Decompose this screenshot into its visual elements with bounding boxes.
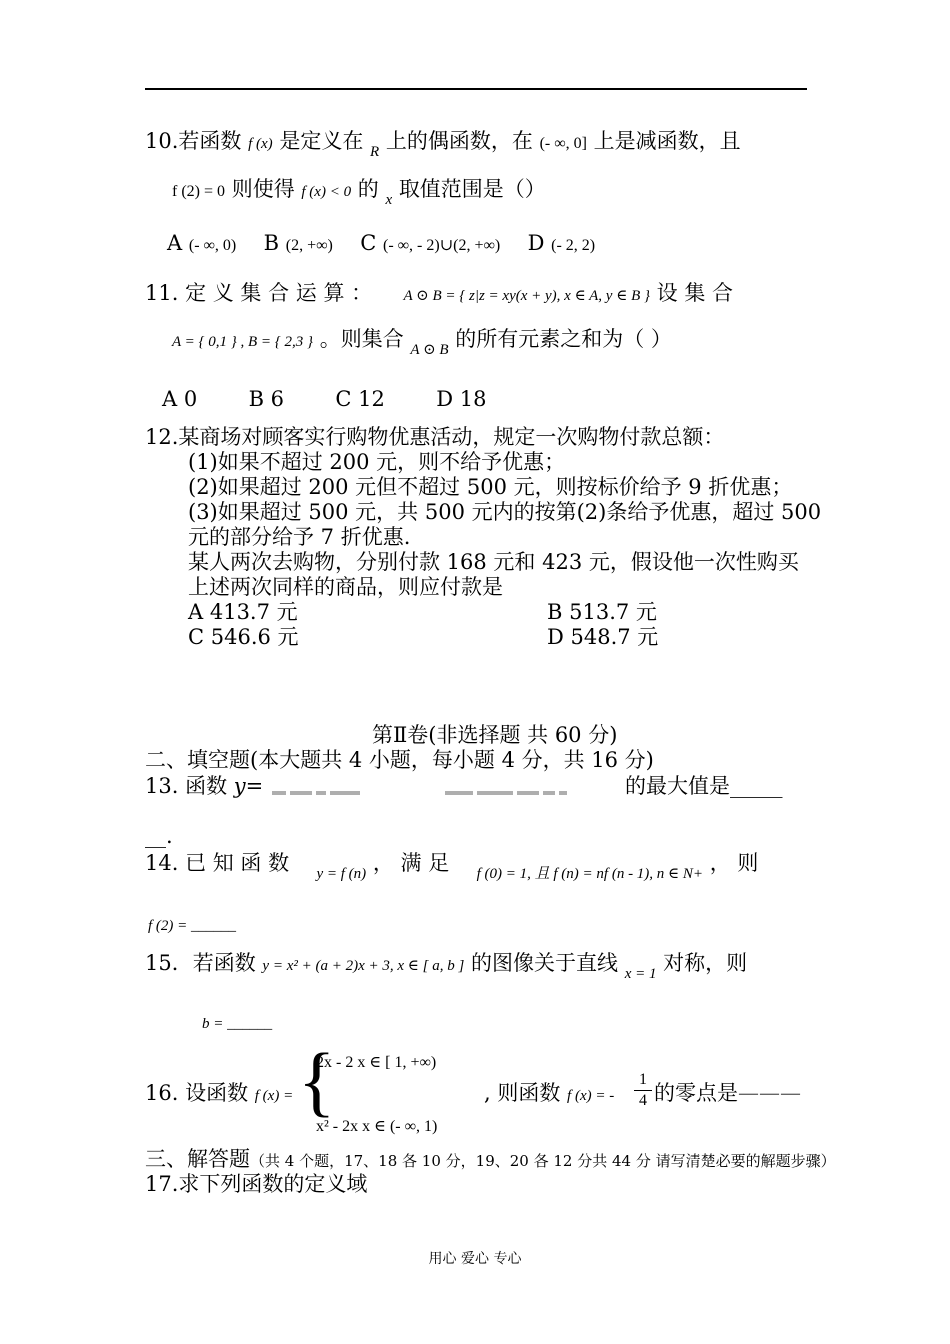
q10-line2-suffix: 取值范围是（） — [398, 177, 546, 201]
q10-line2-mid: 则使得 — [231, 177, 295, 201]
q12-rule-3: (3)如果超过 500 元，共 500 元内的按第(2)条给予优惠，超过 500 — [188, 500, 822, 524]
q10-mid2: 上的偶函数，在 — [385, 129, 533, 153]
q13-formula-image-left — [270, 777, 390, 799]
q10-option-c: C (- ∞, - 2)∪(2, +∞) — [360, 231, 501, 255]
q12-option-c: C 546.6 元 — [188, 625, 299, 649]
q17-title: 17.求下列函数的定义域 — [145, 1172, 368, 1196]
q15-prefix: 15．若函数 — [145, 951, 256, 975]
q10-interval: (- ∞, 0] — [539, 135, 587, 152]
part2-section-heading: 二、填空题(本大题共 4 小题，每小题 4 分，共 16 分) — [145, 748, 654, 772]
q10-R: R — [370, 144, 380, 160]
q10-line2 — [172, 176, 546, 208]
q16-fx: f (x) = — [254, 1088, 294, 1104]
q15-suffix: 对称，则 — [663, 951, 748, 975]
q11-line1 — [145, 280, 733, 309]
q11-line2-mid: 。则集合 — [319, 327, 404, 351]
q16-line-end — [654, 1080, 801, 1106]
header-rule — [145, 88, 807, 90]
part2-title: 第Ⅱ卷(非选择题 共 60 分) — [372, 723, 618, 747]
q16-piece-2: x² - 2x x ∈ (- ∞, 1) — [316, 1118, 438, 1135]
q11-option-b: B 6 — [248, 387, 285, 411]
q11-option-c: C 12 — [335, 387, 385, 411]
q11-sets: A = { 0,1 } , B = { 2,3 } — [172, 334, 314, 350]
q13-tail: __. — [145, 824, 173, 848]
q14-ask-text: f (2) = ______ — [148, 918, 237, 934]
q10-prefix: 10.若函数 — [145, 129, 242, 153]
q16-brace: { — [298, 1037, 336, 1124]
q14-fn: y = f (n) — [316, 866, 367, 882]
q16-frac-den: 4 — [634, 1090, 652, 1111]
q10-f2: f (2) = 0 — [172, 183, 226, 200]
q16-line — [145, 1080, 293, 1109]
q10-option-d: D (- 2, 2) — [527, 231, 596, 255]
q15-ask — [202, 1008, 272, 1037]
q12-option-b: B 513.7 元 — [547, 600, 657, 624]
q15-line-eq: x = 1 — [624, 966, 657, 982]
q11-option-d: D 18 — [436, 387, 487, 411]
q12-title: 12.某商场对顾客实行购物优惠活动，规定一次购物付款总额： — [145, 425, 725, 449]
q12-rule-2: (2)如果超过 200 元但不超过 500 元，则按标价给予 9 折优惠； — [188, 475, 793, 499]
q10-options — [167, 230, 595, 259]
q10-line2-mid2: 的 — [357, 177, 379, 201]
q10-line1 — [145, 128, 741, 160]
part3-heading — [145, 1146, 836, 1174]
q14-suffix: ， 则 — [709, 851, 759, 875]
q14-mid: ， 满 足 — [372, 851, 450, 875]
q12-stem-2: 上述两次同样的商品，则应付款是 — [188, 575, 503, 599]
q14-prefix: 14. 已 知 函 数 — [145, 851, 290, 875]
q10-mid: 是定义在 — [279, 129, 364, 153]
q16-suffix: 的零点是 — [654, 1081, 738, 1105]
q12-stem-1: 某人两次去购物，分别付款 168 元和 423 元，假设他一次性购买 — [188, 550, 799, 574]
q13-line — [145, 773, 782, 799]
q13-formula-image-right — [443, 777, 618, 799]
q12-rule-4: 元的部分给予 7 折优惠. — [188, 525, 411, 549]
q11-options — [162, 386, 487, 412]
q14-cond: f (0) = 1, 且 f (n) = nf (n - 1), n ∈ N+ — [476, 866, 704, 882]
part3-title: 三、解答题 — [145, 1147, 250, 1171]
q10-x: x — [385, 192, 393, 208]
q16-piece-1: 2x - 2 x ∈ [ 1, +∞) — [316, 1054, 437, 1071]
q11-option-a: A 0 — [162, 387, 198, 411]
q15-line1 — [145, 950, 748, 982]
q11-line2 — [172, 326, 672, 358]
q13-prefix: 13. 函数 — [145, 774, 228, 798]
q16-blank: ——— — [738, 1081, 801, 1105]
q15-fn: y = x² + (a + 2)x + 3, x ∈ [ a, b ] — [262, 958, 465, 974]
q11-prefix: 11. 定 义 集 合 运 算 ： — [145, 281, 373, 305]
q16-line-right — [484, 1080, 614, 1109]
q16-eq: f (x) = - — [567, 1088, 615, 1104]
q16-frac-num: 1 — [639, 1071, 647, 1088]
q11-suffix: 设 集 合 — [656, 281, 734, 305]
q10-suffix: 上是减函数，且 — [593, 129, 741, 153]
q14-ask — [148, 910, 236, 939]
q13-suffix: 的最大值是_____ — [624, 774, 783, 798]
page-footer: 用心 爱心 专心 — [428, 1251, 522, 1267]
q15-ask-text: b = ______ — [202, 1016, 273, 1032]
q12-option-d: D 548.7 元 — [547, 625, 659, 649]
q16-mid: , 则函数 — [484, 1081, 561, 1105]
q11-def: A ⊙ B = { z|z = xy(x + y), x ∈ A, y ∈ B } — [403, 288, 650, 304]
part3-note: （共 4 个题，17、18 各 10 分，19、20 各 12 分共 44 分 请写清楚必要的解题步骤） — [250, 1152, 836, 1170]
q10-fx: f (x) — [248, 136, 273, 152]
q16-prefix: 16. 设函数 — [145, 1081, 249, 1105]
q12-option-a: A 413.7 元 — [188, 600, 298, 624]
q11-AB: A ⊙ B — [410, 342, 449, 358]
q14-line1 — [145, 850, 759, 882]
q15-mid: 的图像关于直线 — [471, 951, 618, 975]
q10-option-a: A (- ∞, 0) — [167, 231, 237, 255]
q11-line2-suffix: 的所有元素之和为（ ） — [455, 327, 672, 351]
q10-ineq: f (x) < 0 — [301, 184, 352, 200]
q10-option-b: B (2, +∞) — [263, 231, 333, 255]
q16-fraction — [634, 1070, 652, 1111]
q12-rule-1: (1)如果不超过 200 元，则不给予优惠； — [188, 450, 566, 474]
q13-y: y= — [233, 774, 264, 798]
